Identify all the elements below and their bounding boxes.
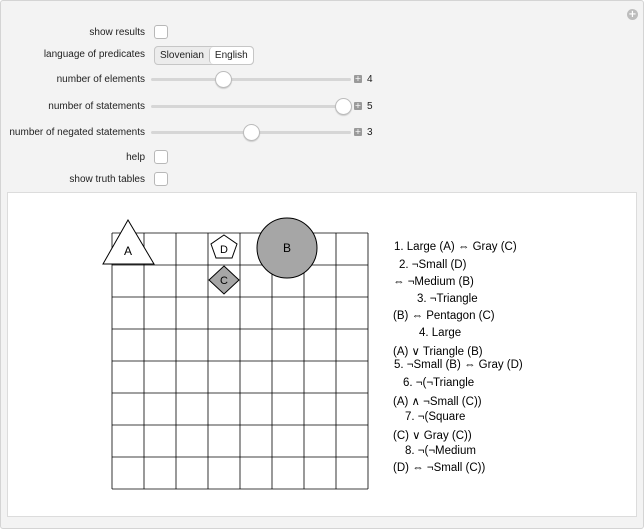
shape-b-circle — [257, 218, 317, 278]
num-elements-value: 4 — [367, 74, 373, 85]
num-statements-plus-icon[interactable]: + — [354, 101, 362, 110]
shape-b-label: B — [282, 241, 292, 255]
shape-c-label: C — [220, 275, 228, 287]
num-elements-slider-thumb[interactable] — [215, 71, 232, 88]
statement-line: ⇔ ¬Medium (B) — [393, 276, 474, 288]
language-option-slovenian[interactable]: Slovenian — [160, 50, 204, 61]
shape-c-square — [209, 266, 239, 294]
num-negated-slider-thumb[interactable] — [243, 124, 260, 141]
help-checkbox[interactable] — [154, 150, 168, 164]
language-option-english[interactable]: English — [209, 47, 253, 64]
num-negated-label: number of negated statements — [9, 127, 145, 138]
num-elements-slider-track[interactable] — [151, 78, 351, 81]
shape-a-label: A — [123, 244, 133, 258]
statement-line: (C) ∨ Gray (C)) — [393, 430, 472, 442]
statement-line: 4. Large — [419, 327, 462, 339]
show-results-checkbox[interactable] — [154, 25, 168, 39]
language-selector — [154, 46, 254, 65]
num-elements-label: number of elements — [56, 74, 145, 85]
num-statements-slider-thumb[interactable] — [335, 98, 352, 115]
show-results-label: show results — [89, 27, 145, 38]
help-label: help — [126, 152, 145, 163]
shape-d-pentagon — [211, 235, 237, 258]
statement-line: (B) ⇔ Pentagon (C) — [393, 310, 495, 322]
statement-line: (A) ∨ Triangle (B) — [393, 346, 483, 358]
num-negated-value: 3 — [367, 127, 373, 138]
statement-line: 1. Large (A) ⇔ Gray (C) — [394, 241, 517, 253]
num-negated-plus-icon[interactable]: + — [354, 127, 362, 136]
shape-d-label: D — [220, 244, 228, 256]
num-elements-plus-icon[interactable]: + — [354, 74, 362, 83]
board-canvas — [8, 193, 636, 516]
truth-tables-label: show truth tables — [69, 174, 145, 185]
num-statements-slider-track[interactable] — [151, 105, 351, 108]
output-area — [7, 192, 637, 517]
statement-line: (A) ∧ ¬Small (C)) — [393, 396, 482, 408]
truth-tables-checkbox[interactable] — [154, 172, 168, 186]
num-statements-value: 5 — [367, 101, 373, 112]
statement-line: 5. ¬Small (B) ⇔ Gray (D) — [394, 359, 523, 371]
language-label: language of predicates — [43, 49, 145, 60]
statement-line: 6. ¬(¬Triangle — [403, 377, 475, 389]
statement-line: (D) ⇔ ¬Small (C)) — [393, 462, 486, 474]
statement-line: 7. ¬(Square — [405, 411, 466, 423]
board-grid — [112, 233, 368, 489]
num-statements-label: number of statements — [48, 101, 145, 112]
statement-line: 2. ¬Small (D) — [399, 259, 467, 271]
statement-line: 3. ¬Triangle — [417, 293, 478, 305]
options-plus-icon[interactable]: + — [628, 9, 637, 20]
statement-line: 8. ¬(¬Medium — [405, 445, 476, 457]
shape-a-triangle — [103, 220, 154, 264]
